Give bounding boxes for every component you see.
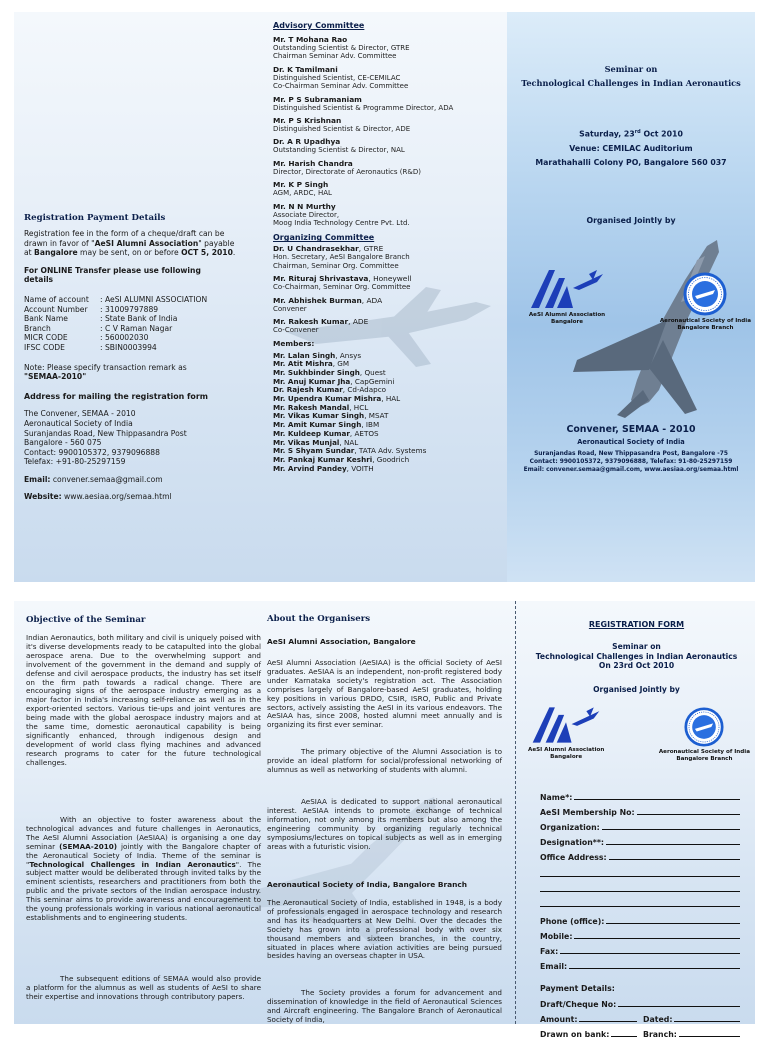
drawn-on-bank-field[interactable]: Drawn on bank: bbox=[540, 1024, 637, 1039]
member-row: Mr. Rakesh Mandal, HCL bbox=[273, 402, 369, 412]
organisers-p5: The Society provides a forum for advancement and dissemination of knowledge in the field of Aeronautical Sciences and Aircraft engineering. The Bangalore Branch of Aeronautical Society of India, bbox=[267, 988, 502, 1024]
aesi-seal-icon bbox=[684, 707, 724, 747]
organisers-sub2: Aeronautical Society of India, Bangalore Branch bbox=[267, 880, 467, 889]
organisers-p3: AeSIAA is dedicated to support national aeronautical interest. AeSIAA intends to promote exchange of technical information, not only among its members but also among the engineering community by organizing regularly technical symposiums/lectures on topical subjects as well as in emerging areas with a futuristic vision. bbox=[267, 797, 502, 851]
brochure-outer-sheet bbox=[14, 12, 755, 582]
form-logo-left-caption: AeSI Alumni Association Bangalore bbox=[528, 747, 605, 760]
cover-email[interactable]: Email: convener.semaa@gmail.com, www.aesiaa.org/semaa.html bbox=[523, 467, 739, 473]
form-logos bbox=[528, 705, 750, 762]
member-row: Mr. Atit Mishra, GM bbox=[273, 359, 350, 369]
member-row: Mr. Arvind Pandey, VOITH bbox=[273, 463, 374, 473]
membership-field[interactable]: AeSI Membership No: bbox=[540, 802, 740, 817]
advisory-entry: Mr. T Mohana Rao Outstanding Scientist & Director, GTRE Chairman Seminar Adv. Committee bbox=[273, 35, 410, 61]
cover-contact: Contact: 9900105372, 9379096888, Telefax: 91-80-25297159 bbox=[529, 459, 733, 465]
organizing-heading: Organizing Committee bbox=[273, 233, 375, 243]
cover-venue: Venue: CEMILAC Auditorium bbox=[569, 143, 693, 153]
office-address-line[interactable] bbox=[540, 862, 740, 877]
members-heading: Members: bbox=[273, 338, 315, 348]
member-row: Mr. Lalan Singh, Ansys bbox=[273, 350, 362, 360]
payment-heading: Payment Details: bbox=[540, 984, 615, 993]
objective-panel bbox=[26, 601, 262, 1024]
member-row: Mr. Amit Kumar Singh, IBM bbox=[273, 420, 380, 430]
bank-row: Bank Name : State Bank of India bbox=[24, 314, 178, 324]
office-address-line[interactable] bbox=[540, 892, 740, 907]
advisory-entry: Dr. K Tamilmani Distinguished Scientist, CE-CEMILAC Co-Chairman Seminar Adv. Committee bbox=[273, 64, 409, 91]
remark-note: Note: Please specify transaction remark as "SEMAA-2010" bbox=[24, 362, 187, 382]
brochure-inner-sheet bbox=[14, 601, 755, 1039]
cover-address: Suranjandas Road, New Thippasandra Post, Bangalore -75 bbox=[534, 451, 728, 457]
branch-field[interactable]: Branch: bbox=[643, 1024, 740, 1039]
form-title2: Technological Challenges in Indian Aeronautics bbox=[535, 651, 738, 661]
organization-field[interactable]: Organization: bbox=[540, 817, 740, 832]
bank-row: Name of account : AeSI ALUMNI ASSOCIATION bbox=[24, 294, 208, 304]
cover-panel bbox=[507, 12, 755, 582]
organisers-p2: The primary objective of the Alumni Association is to provide an ideal platform for social/professional networking of alumnus as well as networking of students with alumni. bbox=[267, 747, 502, 774]
organisers-p4: The Aeronautical Society of India, established in 1948, is a body of professionals engaged in aerospace technology and research and has its headquarters at New Delhi. Over the decades the Society has grown into a professional body with over six thousand members and sixteen branches, in the country, situated in places where aviation activities are being pursued besides having an overseas chapter in USA. bbox=[267, 898, 502, 961]
email-link[interactable]: convener.semaa@gmail.com bbox=[50, 474, 163, 484]
bank-row: MICR CODE : 560002030 bbox=[24, 333, 149, 343]
bank-row: IFSC CODE : SBIN0003994 bbox=[24, 342, 157, 352]
draft-cheque-field[interactable]: Draft/Cheque No: bbox=[540, 994, 740, 1009]
phone-office-field[interactable]: Phone (office): bbox=[540, 911, 740, 926]
cover-venue-address: Marathahalli Colony PO, Bangalore 560 037 bbox=[535, 157, 727, 167]
cover-society: Aeronautical Society of India bbox=[577, 438, 685, 446]
objective-heading: Objective of the Seminar bbox=[26, 615, 146, 625]
fax-field[interactable]: Fax: bbox=[540, 941, 740, 956]
organizing-entry: Mr. Rakesh Kumar, ADE Co-Convener bbox=[273, 317, 369, 335]
bank-row: Branch : C V Raman Nagar bbox=[24, 323, 173, 333]
member-row: Dr. Rajesh Kumar, Cd-Adapco bbox=[273, 385, 387, 395]
aesi-seal-icon bbox=[683, 272, 727, 316]
form-fields bbox=[540, 787, 740, 1039]
aesi-alumni-logo bbox=[527, 268, 607, 325]
advisory-entry: Dr. A R Upadhya Outstanding Scientist & Director, NAL bbox=[273, 137, 405, 155]
organisers-heading: About the Organisers bbox=[267, 614, 371, 624]
cover-logos bbox=[527, 268, 751, 331]
advisory-entry: Mr. N N Murthy Associate Director, Moog India Technology Centre Pvt. Ltd. bbox=[273, 201, 410, 228]
cover-convener: Convener, SEMAA - 2010 bbox=[566, 424, 696, 435]
email-field[interactable]: Email: bbox=[540, 956, 740, 971]
bank-row: Account Number : 31009797889 bbox=[24, 304, 159, 314]
cover-date: Saturday, 23rd Oct 2010 bbox=[579, 129, 683, 139]
member-row: Mr. Vikas Kumar Singh, MSAT bbox=[273, 411, 389, 421]
organisers-p1: AeSI Alumni Association (AeSIAA) is the official Society of AeSI graduates. AeSIAA is an independent, non-profit registered body under Karnataka society's registration act. The Association comprises largely of Bangalore-based AeSI graduates, holding key positions in various DRDO, CSIR, ISRO, Public and Private sectors, actively assisting the AeSI in its various endeavors. The AeSIAA has, since 2008, hosted alumni meet annually and is organizing its first ever seminar. bbox=[267, 658, 502, 730]
member-row: Mr. Pankaj Kumar Keshri, Goodrich bbox=[273, 454, 410, 464]
committee-panel bbox=[273, 12, 499, 582]
cut-line-divider bbox=[515, 601, 516, 1024]
member-row: Mr. Anuj Kumar Jha, CapGemini bbox=[273, 376, 395, 386]
bank-branch-row bbox=[540, 1024, 740, 1039]
aesiaa-logo-icon bbox=[527, 268, 607, 310]
registration-fee-text: Registration fee in the form of a cheque/draft can be drawn in favor of "AeSI Alumni Association" payable at Bangalore may be sent, on or before OCT 5, 2010. bbox=[24, 229, 236, 258]
organizing-entry: Dr. U Chandrasekhar, GTRE Hon. Secretary, AeSI Bangalore Branch Chairman, Seminar Org. Committee bbox=[273, 244, 410, 270]
organisers-panel bbox=[267, 601, 505, 1024]
cover-logo-right-caption: Aeronautical Society of India Bangalore Branch bbox=[659, 318, 751, 331]
advisory-heading: Advisory Committee bbox=[273, 21, 365, 30]
members-list bbox=[273, 352, 495, 474]
designation-field[interactable]: Designation**: bbox=[540, 832, 740, 847]
cover-organised-jointly: Organised Jointly by bbox=[586, 216, 676, 225]
dated-field[interactable]: Dated: bbox=[643, 1009, 740, 1024]
name-field[interactable]: Name*: bbox=[540, 787, 740, 802]
form-title1: Seminar on bbox=[612, 642, 661, 651]
form-title3: On 23rd Oct 2010 bbox=[598, 661, 675, 671]
cover-title-line1: Seminar on bbox=[604, 64, 658, 74]
mailing-address-heading: Address for mailing the registration form bbox=[24, 391, 208, 401]
registration-form-panel bbox=[518, 601, 755, 1039]
website-line: Website: www.aesiaa.org/semaa.html bbox=[24, 492, 172, 502]
cover-logo-left-caption: AeSI Alumni Association Bangalore bbox=[528, 312, 606, 325]
registration-payment-panel bbox=[24, 12, 252, 582]
form-heading: REGISTRATION FORM bbox=[588, 620, 685, 629]
objective-para2: With an objective to foster awareness about the technological advances and future challenges in Aeronautics, The AeSI Alumni Association (AeSIAA) is organising a one day seminar (SEMAA-2010) jointly with the Bangalore chapter of the Aeronautical Society of India. Theme of the seminar is "Technological Challenges in Indian Aeronautics". The subject matter would be deliberated through invited talks by the eminent scientists, researchers and practitioners from both the public and the private sectors of the Indian aerospace industry. This seminar aims to provide awareness and encouragement to the young professionals working in various national aeronautical establishments and to engineering students. bbox=[26, 815, 261, 922]
form-aesi-branch-logo bbox=[659, 707, 750, 762]
email-line: Email: convener.semaa@gmail.com bbox=[24, 474, 163, 484]
registration-heading: Registration Payment Details bbox=[24, 213, 166, 223]
mobile-field[interactable]: Mobile: bbox=[540, 926, 740, 941]
member-row: Mr. Kuldeep Kumar, AETOS bbox=[273, 428, 379, 438]
advisory-entry: Mr. K P Singh AGM, ARDC, HAL bbox=[273, 180, 332, 198]
form-aesi-alumni-logo bbox=[528, 705, 604, 760]
organisers-sub1: AeSI Alumni Association, Bangalore bbox=[267, 637, 416, 646]
form-logo-right-caption: Aeronautical Society of India Bangalore Branch bbox=[658, 749, 750, 762]
advisory-entry: Mr. Harish Chandra Director, Directorate of Aeronautics (R&D) bbox=[273, 158, 421, 176]
advisory-entry: Mr. P S Subramaniam Distinguished Scientist & Programme Director, ADA bbox=[273, 94, 454, 112]
objective-para3: The subsequent editions of SEMAA would also provide a platform for the alumnus as well as students of AeSI to share their expertise and innovations through contributory papers. bbox=[26, 974, 261, 1001]
member-row: Mr. Upendra Kumar Mishra, HAL bbox=[273, 394, 401, 404]
mailing-address: The Convener, SEMAA - 2010 Aeronautical Society of India Suranjandas Road, New Thippasandra Post Bangalore - 560 075 Contact: 9900105372, 9379096888 Telefax: +91-80-25297159 bbox=[24, 409, 187, 467]
member-row: Mr. Sukhbinder Singh, Quest bbox=[273, 367, 386, 377]
bank-details-table bbox=[24, 295, 252, 353]
form-organised-jointly: Organised Jointly by bbox=[593, 685, 680, 694]
member-row: Mr. S Shyam Sundar, TATA Adv. Systems bbox=[273, 446, 427, 456]
organizing-entry: Mr. Rituraj Shrivastava, Honeywell Co-Chairman, Seminar Org. Committee bbox=[273, 274, 412, 292]
organizing-entry: Mr. Abhishek Burman, ADA Convener bbox=[273, 295, 383, 313]
objective-para1: Indian Aeronautics, both military and civil is uniquely poised with it's diverse developments ready to be catapulted into the global aerospace arena. Due to the overwhelming support and involvement of the government in the demand and supply of defense and civil aerospace products, the industry has set itself on the firm path towards a radical change. There are encouraging signs of the aerospace industry emerging as a major factor in India's increasing self-reliance as well as in the export-oriented sectors. Various tie-ups and joint ventures are being made with the global aerospace industry majors and at the same time, domestic aeronautical capability is being significantly enhanced, through indigenous design and development of world class flying machines and advanced research programs to cater for the future technological challenges. bbox=[26, 633, 261, 767]
website-link[interactable]: www.aesiaa.org/semaa.html bbox=[61, 492, 172, 502]
amount-dated-row bbox=[540, 1009, 740, 1024]
advisory-entry: Mr. P S Krishnan Distinguished Scientist & Director, ADE bbox=[273, 116, 411, 134]
member-row: Mr. Vikas Munjal, NAL bbox=[273, 437, 359, 447]
amount-field[interactable]: Amount: bbox=[540, 1009, 637, 1024]
office-address-line[interactable] bbox=[540, 877, 740, 892]
office-address-field[interactable]: Office Address: bbox=[540, 847, 740, 862]
cover-title-line2: Technological Challenges in Indian Aeronautics bbox=[521, 78, 741, 88]
online-transfer-heading: For ONLINE Transfer please use following details bbox=[24, 265, 201, 285]
aesi-branch-logo bbox=[660, 272, 751, 331]
aesiaa-logo-icon bbox=[529, 705, 603, 745]
